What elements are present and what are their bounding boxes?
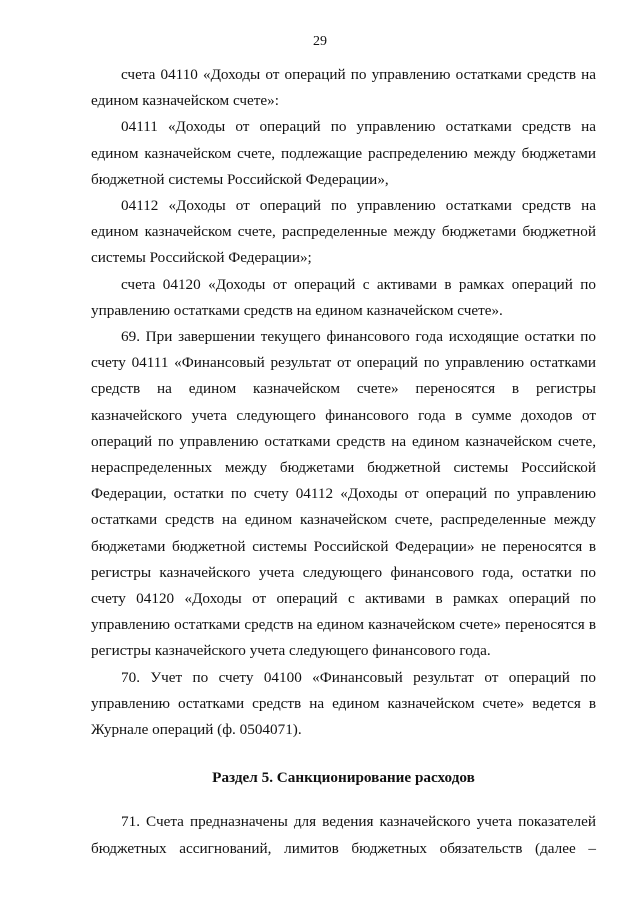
paragraph-account-04111: 04111 «Доходы от операций по управлению остатками средств на едином казначейском счете, подлежащие распределению между бюджетами бюджетной системы Российской Федерации», [91,118,596,188]
paragraph-account-04110: счета 04110 «Доходы от операций по управлению остатками средств на едином казначейском счете»: [91,66,596,110]
paragraph-69: 69. При завершении текущего финансового года исходящие остатки по счету 04111 «Финансовый результат от операций по управлению остатками средств на едином казначейском счете» переносятся в регистры казначейского учета следующего финансового года в сумме доходов от операций по управлению остатками средств на едином казначейском счете, нераспределенных между бюджетами бюджетной системы Российской Федерации, остатки по счету 04112 «Доходы от операций по управлению остатками средств на едином казначейском счете, распределенные между бюджетами бюджетной системы Российской Федерации» не переносятся в регистры казначейского учета следующего финансового года, остатки по счету 04120 «Доходы от операций с активами в рамках операций по управлению остатками средств на едином казначейском счете» переносятся в регистры казначейского учета следующего финансового года. [91,328,596,660]
document-body [91,62,596,862]
paragraph-account-04120: счета 04120 «Доходы от операций с активами в рамках операций по управлению остатками средств на едином казначейском счете». [91,275,596,319]
paragraph-70: 70. Учет по счету 04100 «Финансовый результат от операций по управлению остатками средств на едином казначейском счете» ведется в Журнале операций (ф. 0504071). [91,668,596,739]
paragraph-account-04112: 04112 «Доходы от операций по управлению остатками средств на едином казначейском счете, распределенные между бюджетами бюджетной системы Российской Федерации»; [91,197,596,267]
page-number: 29 [313,34,327,49]
paragraph-71: 71. Счета предназначены для ведения казначейского учета показателей бюджетных ассигнований, лимитов бюджетных обязательств (далее – [91,813,596,857]
section-heading: Раздел 5. Санкционирование расходов [212,769,475,787]
